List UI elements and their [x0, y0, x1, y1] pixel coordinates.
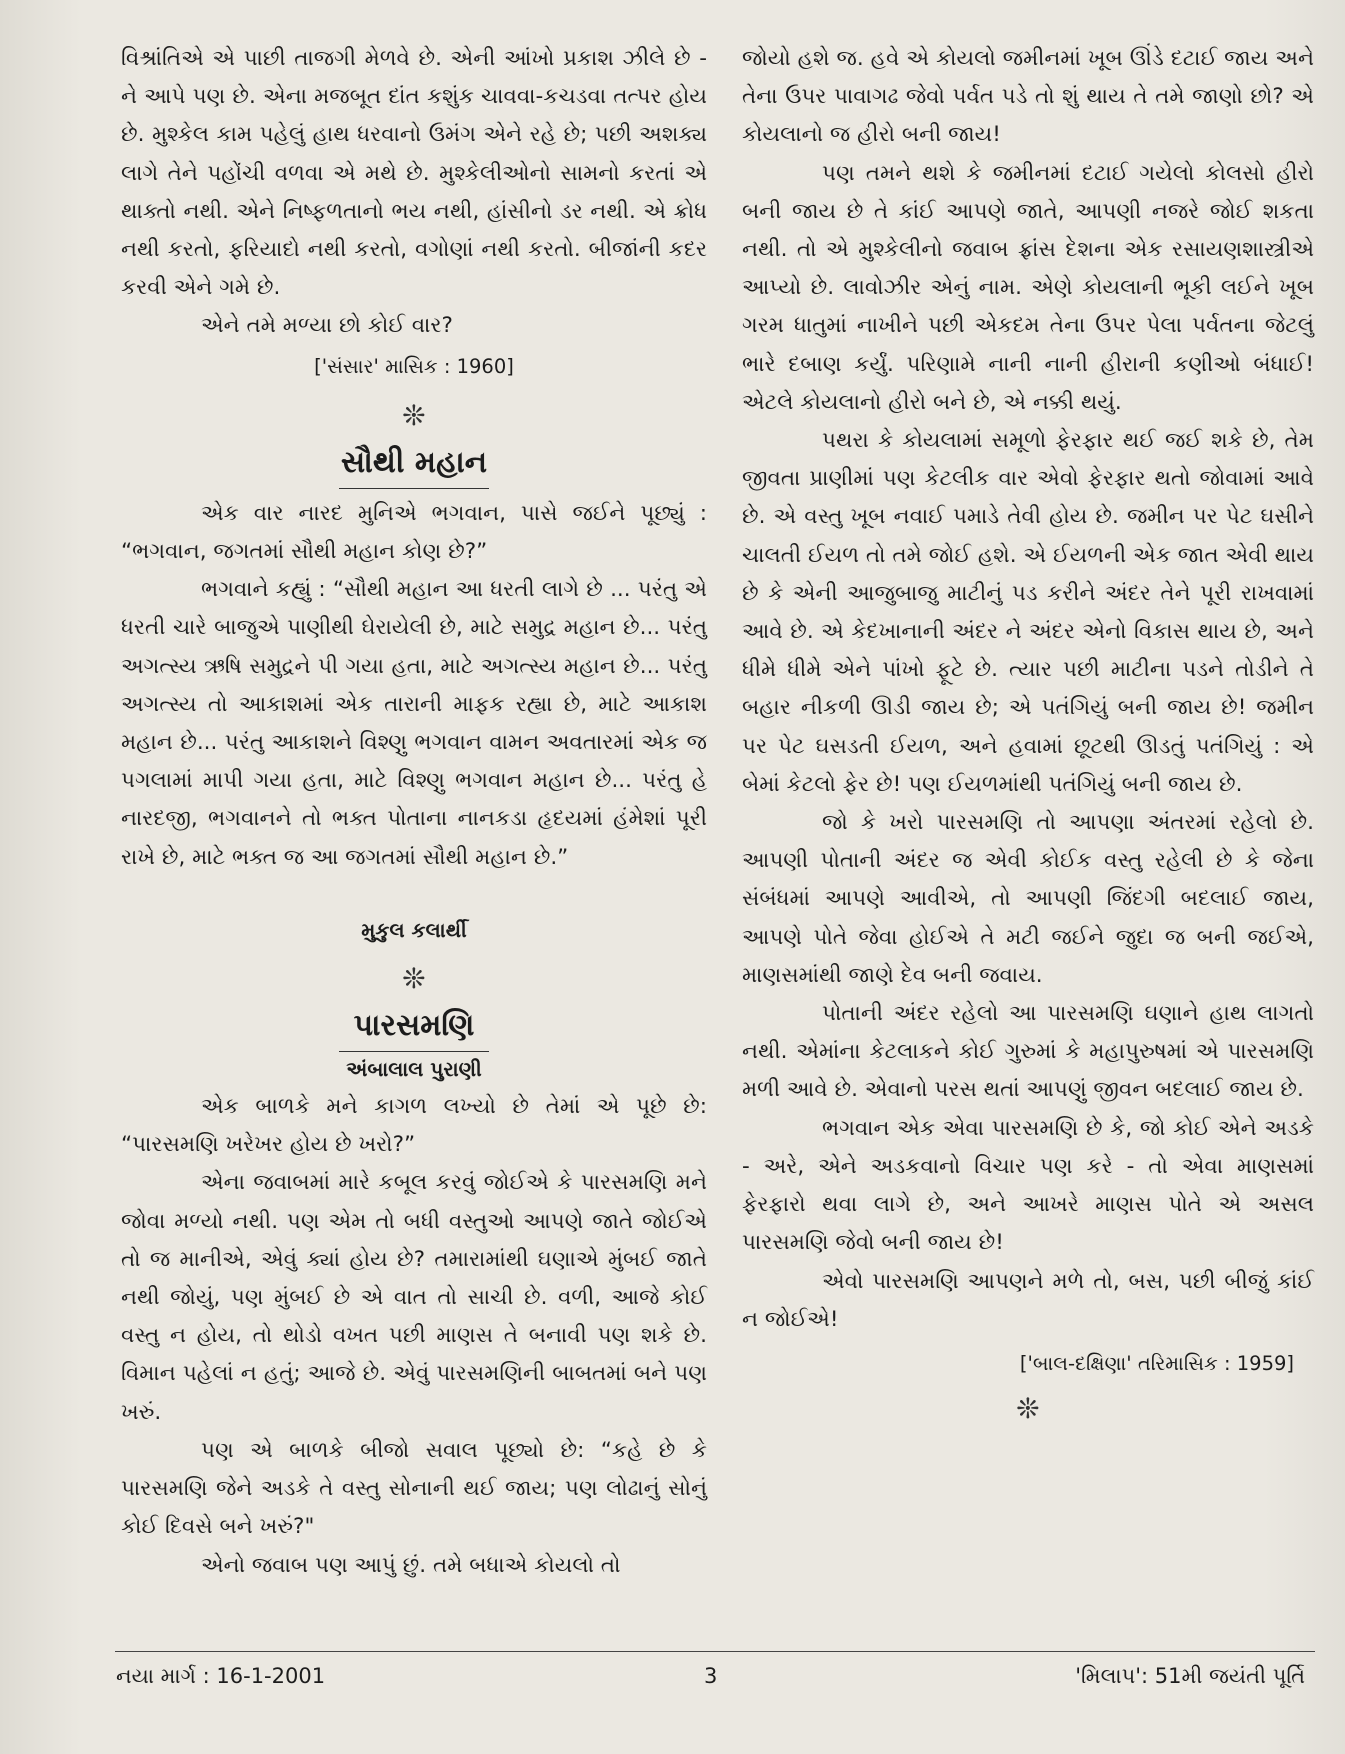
article-title: પારસમણિ — [339, 1005, 489, 1052]
article-title: સૌથી મહાન — [339, 442, 489, 489]
paragraph: એક વાર નારદ મુનિએ ભગવાન, પાસે જઈને પૂછ્યું : “ભગવાન, જગતમાં સૌથી મહાન કોણ છે?” — [121, 500, 707, 565]
source-citation: ['સંસાર' માસિક : 1960] — [314, 354, 514, 378]
footer-publication-date: નયા માર્ગ : 16-1-2001 — [116, 1664, 326, 1688]
paragraph: એક બાળકે મને કાગળ લખ્યો છે તેમાં એ પૂછે છે: “પારસમણિ ખરેખર હોય છે ખરો?” — [121, 1094, 708, 1158]
right-column — [742, 40, 1314, 1435]
ornament-icon: ❊ — [402, 398, 426, 432]
paragraph: જો કે ખરો પારસમણિ તો આપણા અંતરમાં રહેલો છે. આપણી પોતાની અંદર જ એવી કોઈક વસ્તુ રહેલી છે કે જેના સંબંધમાં આપણે આવીએ, તો આપણી જિંદગી બદલાઈ જાય, આપણે પોતે જેવા હોઈએ તે મટી જઈને જુદા જ બની જઈએ, માણસમાંથી જાણે દેવ બની જવાય. — [742, 810, 1314, 988]
footer-supplement-title: 'મિલાપ': 51મી જયંતી પૂર્તિ — [1075, 1664, 1305, 1688]
paragraph: ભગવાન એક એવા પારસમણિ છે કે, જો કોઈ એને અડકે - અરે, એને અડકવાનો વિચાર પણ કરે - તો એવા માણસમાં ફેરફારો થવા લાગે છે, અને આખરે માણસ પોતે એ અસલ પારસમણિ જેવો બની જાય છે! — [742, 1115, 1314, 1256]
paragraph: પણ એ બાળકે બીજો સવાલ પૂછ્યો છે: “કહે છે કે પારસમણિ જેને અડકે તે વસ્તુ સોનાની થઈ જાય; પણ લોઢાનું સોનું કોઈ દિવસે બને ખરું?" — [121, 1437, 707, 1540]
paragraph: પથરા કે કોયલામાં સમૂળો ફેરફાર થઈ જઈ શકે છે, તેમ જીવતા પ્રાણીમાં પણ કેટલીક વાર એવો ફેરફાર થતો જોવામાં આવે છે. એ વસ્તુ ખૂબ નવાઈ પમાડે તેવી હોય છે. જમીન પર પેટ ઘસીને ચાલતી ઈયળ તો તમે જોઈ હશે. એ ઈયળની એક જાત એવી થાય છે કે એની આજુબાજુ માટીનું પડ કરીને અંદર તેને પૂરી રાખવામાં આવે છે. એ કેદખાનાની અંદર ને અંદર એનો વિકાસ થાય છે, અને ધીમે ધીમે એને પાંખો ફૂટે છે. ત્યાર પછી માટીના પડને તોડીને તે બહાર નીકળી ઊડી જાય છે; એ પતંગિયું બની જાય છે! જમીન પર પેટ ઘસડતી ઈયળ, અને હવામાં છૂટથી ઊડતું પતંગિયું : એ બેમાં કેટલો ફેર છે! પણ ઈયળમાંથી પતંગિયું બની જાય છે. — [742, 428, 1314, 797]
page-number: 3 — [704, 1664, 718, 1688]
paragraph: જોયો હશે જ. હવે એ કોયલો જમીનમાં ખૂબ ઊંડે દટાઈ જાય અને તેના ઉપર પાવાગઢ જેવો પર્વત પડે તો શું થાય તે તમે જાણો છો? એ કોયલાનો જ હીરો બની જાય! — [742, 46, 1314, 148]
author-name: અંબાલાલ પુરાણી — [346, 1057, 482, 1082]
ornament-icon: ❊ — [402, 962, 426, 996]
left-column — [121, 40, 707, 1585]
ornament-icon: ❊ — [1016, 1392, 1040, 1426]
paragraph: એનો જવાબ પણ આપું છું. તમે બધાએ કોયલો તો — [201, 1552, 621, 1578]
paragraph: વિશ્રાંતિએ એ પાછી તાજગી મેળવે છે. એની આંખો પ્રકાશ ઝીલે છે - ને આપે પણ છે. એના મજબૂત દાંત કશુંક ચાવવા-કચડવા તત્પર હોય છે. મુશ્કેલ કામ પહેલું હાથ ધરવાનો ઉમંગ એને રહે છે; પછી અશક્ય લાગે તેને પહોંચી વળવા એ મથે છે. મુશ્કેલીઓનો સામનો કરતાં એ થાક્તો નથી. એને નિષ્ફળતાનો ભય નથી, હાંસીનો ડર નથી. એ ક્રોધ નથી કરતો, ફરિયાદો નથી કરતો, વગોણાં નથી કરતો. બીજાંની કદર કરવી એને ગમે છે. — [121, 46, 707, 301]
source-citation: ['બાલ-દક્ષિણા' તરિમાસિક : 1959] — [1019, 1351, 1294, 1375]
paragraph: એવો પારસમણિ આપણને મળે તો, બસ, પછી બીજું કાંઈ ન જોઈએ! — [742, 1268, 1314, 1332]
paragraph: એને તમે મળ્યા છો કોઈ વાર? — [201, 313, 453, 339]
paragraph: પોતાની અંદર રહેલો આ પારસમણિ ઘણાને હાથ લાગતો નથી. એમાંના કેટલાકને કોઈ ગુરુમાં કે મહાપુરુષમાં એ પારસમણિ મળી આવે છે. એવાનો પરસ થતાં આપણું જીવન બદલાઈ જાય છે. — [742, 1001, 1314, 1103]
footer-divider — [115, 1651, 1315, 1652]
paragraph: એના જવાબમાં મારે કબૂલ કરવું જોઈએ કે પારસમણિ મને જોવા મળ્યો નથી. પણ એમ તો બધી વસ્તુઓ આપણે જાતે જોઈએ તો જ માનીએ, એવું ક્યાં હોય છે? તમારામાંથી ઘણાએ મુંબઈ જાતે નથી જોયું, પણ મુંબઈ છે એ વાત તો સાચી છે. વળી, આજે કોઈ વસ્તુ ન હોય, તો થોડો વખત પછી માણસ તે બનાવી પણ શકે છે. વિમાન પહેલાં ન હતું; આજે છે. એવું પારસમણિની બાબતમાં બને પણ ખરું. — [121, 1170, 707, 1425]
paragraph: પણ તમને થશે કે જમીનમાં દટાઈ ગયેલો કોલસો હીરો બની જાય છે તે કાંઈ આપણે જાતે, આપણી નજરે જોઈ શકતા નથી. તો એ મુશ્કેલીનો જવાબ ફ્રાંસ દેશના એક રસાયણશાસ્ત્રીએ આપ્યો છે. લાવોઝીર એનું નામ. એણે કોયલાની ભૂકી લઈને ખૂબ ગરમ ધાતુમાં નાખીને પછી એકદમ તેના ઉપર પેલા પર્વતના જેટલું ભારે દબાણ કર્યું. પરિણામે નાની નાની હીરાની કણીઓ બંધાઈ! એટલે કોયલાનો હીરો બને છે, એ નક્કી થયું. — [742, 160, 1314, 415]
paragraph: ભગવાને કહ્યું : “સૌથી મહાન આ ધરતી લાગે છે ... પરંતુ એ ધરતી ચારે બાજુએ પાણીથી ઘેરાયેલી છે, માટે સમુદ્ર મહાન છે... પરંતુ અગત્સ્ય ઋષિ સમુદ્રને પી ગયા હતા, માટે અગત્સ્ય મહાન છે... પરંતુ અગત્સ્ય તો આકાશમાં એક તારાની માફક રહ્યા છે, માટે આકાશ મહાન છે... પરંતુ આકાશને વિશ્ણુ ભગવાન વામન અવતારમાં એક જ પગલામાં માપી ગયા હતા, માટે વિશ્ણુ ભગવાન મહાન છે... પરંતુ હે નારદજી, ભગવાનને તો ભક્ત પોતાના નાનકડા હૃદયમાં હંમેશાં પૂરી રાખે છે, માટે ભક્ત જ આ જગતમાં સૌથી મહાન છે.” — [121, 577, 707, 870]
author-byline: મુકુલ કલાર્થી — [361, 917, 467, 942]
